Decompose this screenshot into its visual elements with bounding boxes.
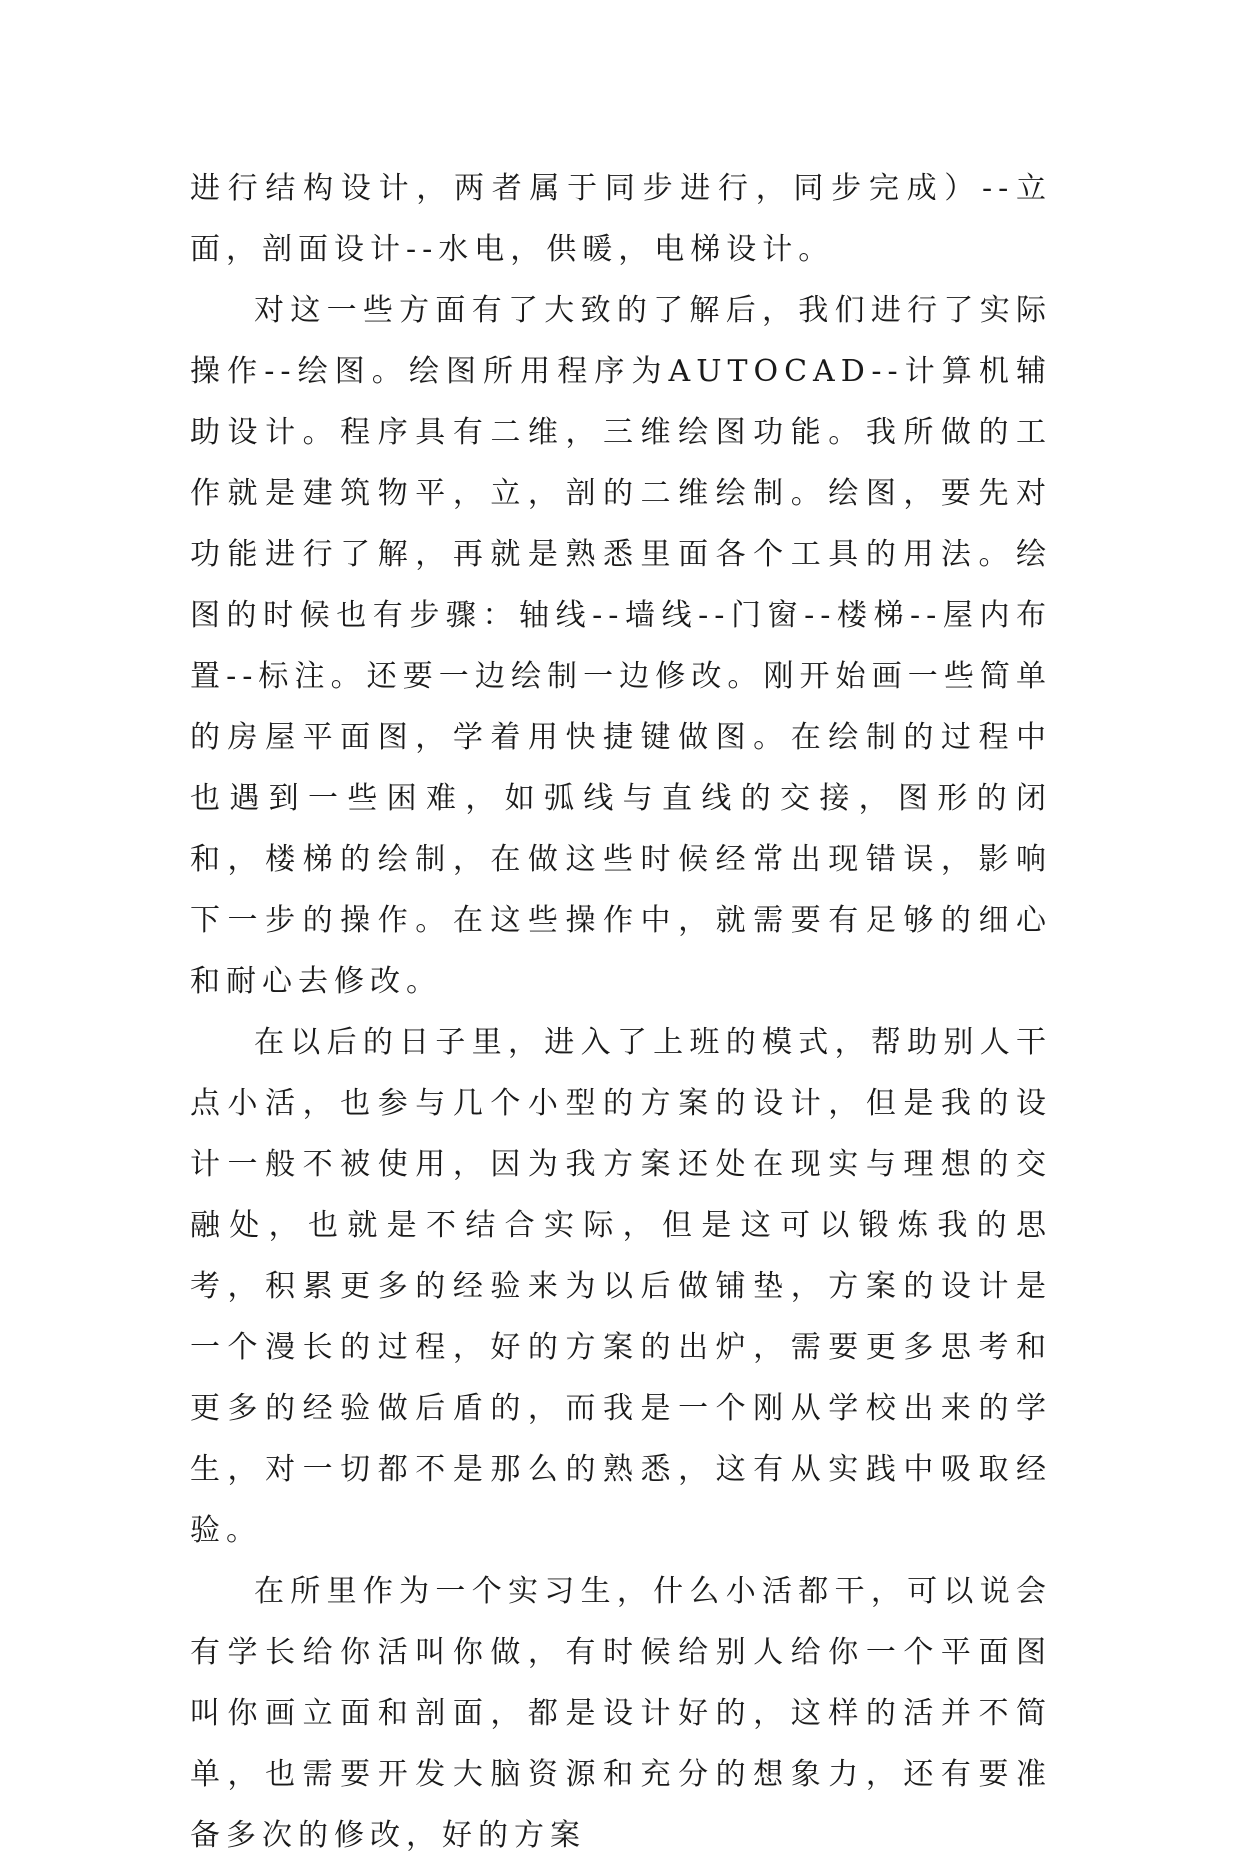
paragraph-2: 对这一些方面有了大致的了解后，我们进行了实际操作--绘图。绘图所用程序为AUTOCAD--计算机辅助设计。程序具有二维，三维绘图功能。我所做的工作就是建筑物平，立，剖的二维绘制。绘图，要先对功能进行了解，再就是熟悉里面各个工具的用法。绘图的时候也有步骤：轴线--墙线--门窗--楼梯--屋内布置--标注。还要一边绘制一边修改。刚开始画一些简单的房屋平面图，学着用快捷键做图。在绘制的过程中也遇到一些困难，如弧线与直线的交接，图形的闭和，楼梯的绘制，在做这些时候经常出现错误，影响下一步的操作。在这些操作中，就需要有足够的细心和耐心去修改。	[190, 293, 1052, 999]
paragraph-3: 在以后的日子里，进入了上班的模式，帮助别人干点小活，也参与几个小型的方案的设计，但是我的设计一般不被使用，因为我方案还处在现实与理想的交融处，也就是不结合实际，但是这可以锻炼我的思考，积累更多的经验来为以后做铺垫，方案的设计是一个漫长的过程，好的方案的出炉，需要更多思考和更多的经验做后盾的，而我是一个刚从学校出来的学生，对一切都不是那么的熟悉，这有从实践中吸取经验。	[190, 1025, 1052, 1548]
paragraph-1: 进行结构设计，两者属于同步进行，同步完成）--立面，剖面设计--水电，供暖，电梯设计。	[190, 171, 1052, 267]
document-body	[190, 158, 1052, 1866]
paragraph-4: 在所里作为一个实习生，什么小活都干，可以说会有学长给你活叫你做，有时候给别人给你一个平面图叫你画立面和剖面，都是设计好的，这样的活并不简单，也需要开发大脑资源和充分的想象力，还有要准备多次的修改，好的方案	[190, 1574, 1052, 1853]
